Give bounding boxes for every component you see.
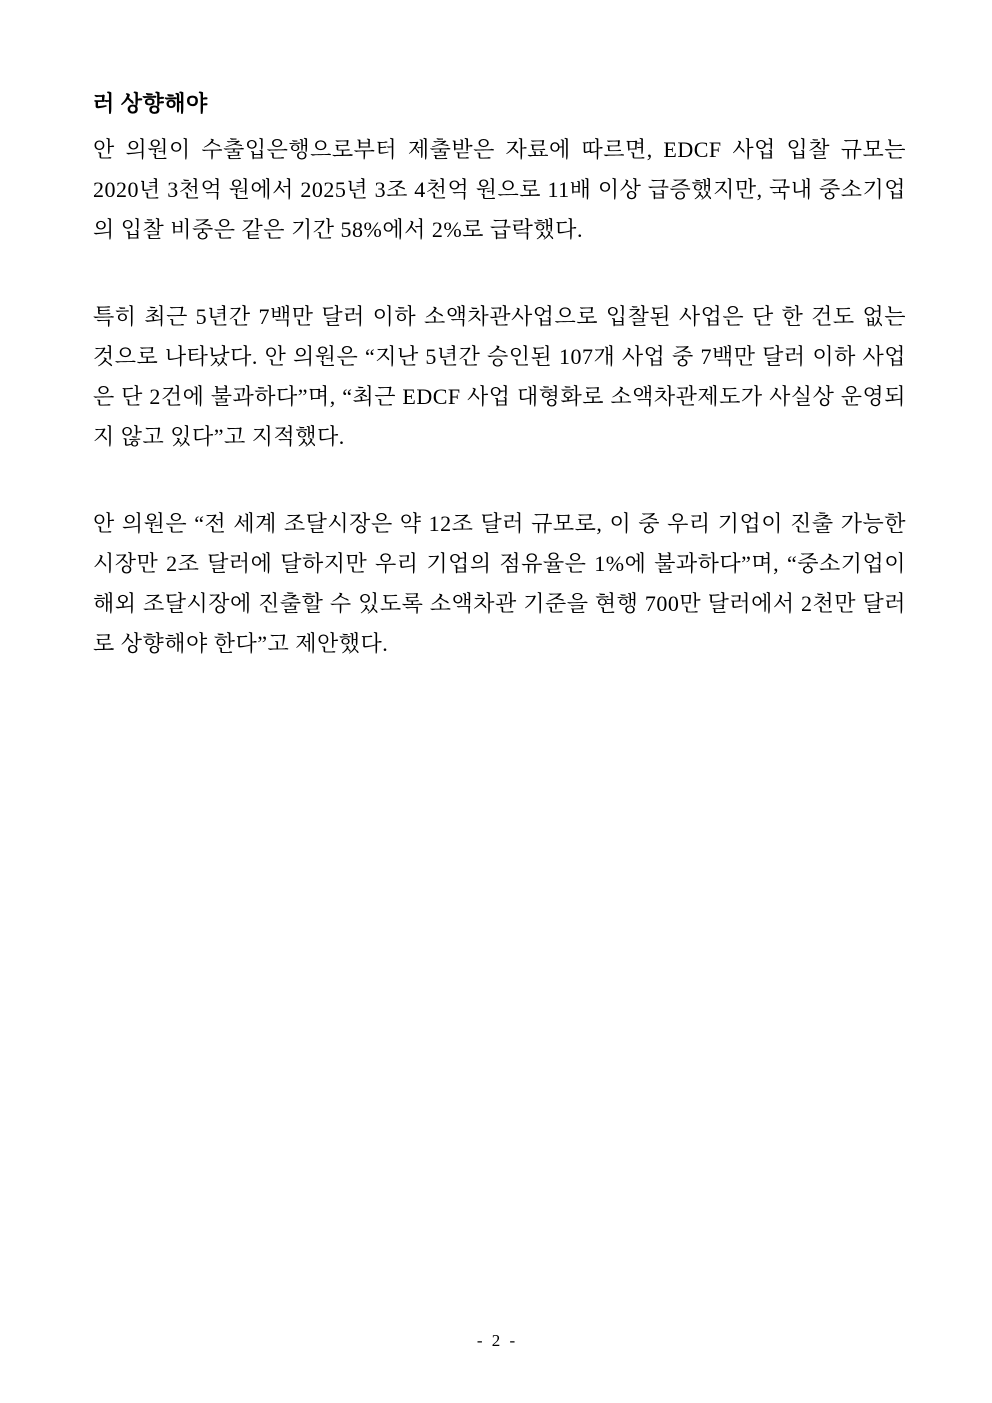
section-heading: 러 상향해야 [93,91,208,116]
paragraph-bid-scale: 안 의원이 수출입은행으로부터 제출받은 자료에 따르면, EDCF 사업 입찰 규모는 2020년 3천억 원에서 2025년 3조 4천억 원으로 11배 이상 급증했지만, 국내 중소기업의 입찰 비중은 같은 기간 58%에서 2%로 급락했다. [93,137,906,242]
paragraph-procurement-market: 안 의원은 “전 세계 조달시장은 약 12조 달러 규모로, 이 중 우리 기업이 진출 가능한 시장만 2조 달러에 달하지만 우리 기업의 점유율은 1%에 불과하다”며, “중소기업이 해외 조달시장에 진출할 수 있도록 소액차관 기준을 현행 700만 달러에서 2천만 달러로 상향해야 한다”고 제안했다. [93,511,906,656]
paragraph-small-loan-projects: 특히 최근 5년간 7백만 달러 이하 소액차관사업으로 입찰된 사업은 단 한 건도 없는 것으로 나타났다. 안 의원은 “지난 5년간 승인된 107개 사업 중 7백만 달러 이하 사업은 단 2건에 불과하다”며, “최근 EDCF 사업 대형화로 소액차관제도가 사실상 운영되지 않고 있다”고 지적했다. [93,304,906,449]
document-body [93,84,906,664]
page-number: - 2 - [476,1331,516,1350]
